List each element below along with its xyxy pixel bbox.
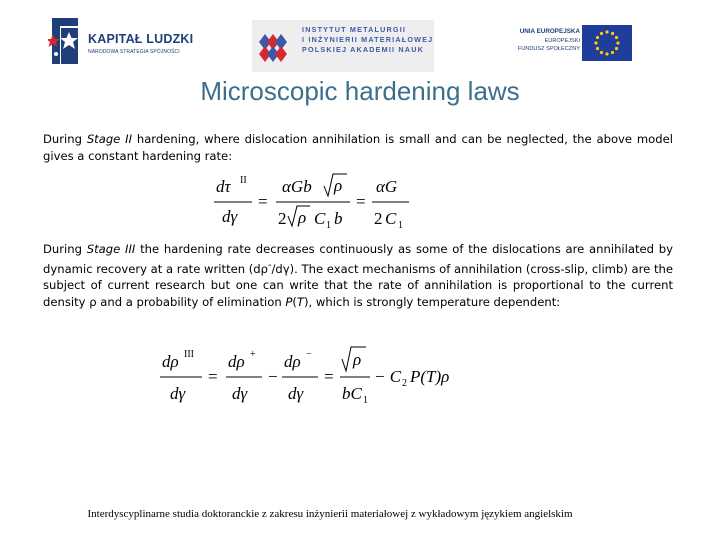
eq1-t3-den-sub: 1	[398, 220, 403, 231]
p2-temp-symbol: T	[296, 295, 304, 310]
eq2-t4-den-a: bC	[342, 384, 362, 403]
eq1-t2-num: αGb	[282, 177, 312, 196]
p2-text-b: /dγ). The exact mechanisms of annihilation (cross-slip, climb) are the subject of current research but one can write that the rate of annihilation is proportional to the current density ρ and a probability of elimination	[43, 261, 673, 310]
p2-superscript: -	[268, 259, 272, 271]
p2-open-paren: (	[292, 295, 297, 310]
footer-text: Interdyscyplinarne studia doktoranckie z zakresu inżynierii materiałowej z wykładowym językiem angielskim	[87, 508, 573, 520]
p1-after: hardening, where dislocation annihilation is small and can be neglected, the above model gives a constant hardening rate:	[43, 132, 673, 163]
kapital-ludzki-star-icon	[48, 18, 82, 64]
eq2-lhs-sup: III	[184, 349, 194, 360]
p1-stage: Stage II	[86, 132, 132, 146]
eq2-lhs-den: dγ	[170, 384, 186, 403]
header-logos	[0, 0, 720, 78]
institute-text	[302, 25, 433, 55]
eq2-minus: −	[268, 367, 278, 386]
eq2-t2-sup: +	[250, 349, 256, 360]
eq2-lhs-num: dρ	[162, 352, 179, 371]
eq1-t3-den-b: C	[385, 209, 397, 228]
eq1-t2-num-rho: ρ	[334, 176, 343, 195]
eu-line-1: UNIA EUROPEJSKA	[519, 28, 580, 35]
p2-before: During	[43, 242, 87, 256]
institute-line-3: POLSKIEJ AKADEMII NAUK	[302, 45, 424, 54]
eu-line-2: EUROPEJSKI	[544, 38, 580, 44]
paragraph-stage-ii	[43, 131, 673, 165]
eq2-eq-2: =	[324, 367, 334, 386]
eq1-t2-den-b: ρ	[298, 208, 307, 227]
equation-stage-ii	[212, 172, 412, 234]
p2-prob-symbol: P	[285, 295, 293, 310]
eu-text	[518, 27, 580, 53]
eq1-t3-den-a: 2	[374, 209, 383, 228]
p2-text-a: the hardening rate decreases continuously as some of the dislocations are annihilated by dynamic recovery at a rate written (dρ	[43, 242, 674, 276]
eq2-t3-sup: −	[306, 349, 312, 360]
eq1-t2-den-a: 2	[278, 209, 287, 228]
p2-text-c: ), which is strongly temperature dependent:	[304, 295, 561, 310]
eq1-t3-num: αG	[376, 177, 398, 196]
paragraph-stage-iii	[43, 241, 673, 311]
slide-title: Microscopic hardening laws	[200, 76, 520, 106]
institute-logo	[252, 20, 434, 72]
eq2-t5-a: − C	[374, 367, 402, 386]
eq2-t2-den: dγ	[232, 384, 248, 403]
eq2-eq-1: =	[208, 367, 218, 386]
eq1-lhs-den: dγ	[222, 207, 238, 226]
p1-before: During	[43, 132, 87, 146]
eq1-eq-1: =	[258, 192, 268, 211]
eq2-t2-num: dρ	[228, 352, 245, 371]
eu-flag-icon	[582, 25, 632, 61]
kapital-ludzki-title: KAPITAŁ LUDZKI	[88, 32, 194, 46]
institute-emblem-icon	[257, 28, 289, 64]
eq2-t5-sub: 2	[402, 378, 407, 389]
eq1-t2-den-c: C	[314, 209, 326, 228]
eq1-t2-den-sub: 1	[326, 220, 331, 231]
kapital-ludzki-subtitle: NARODOWA STRATEGIA SPÓJNOŚCI	[88, 49, 180, 55]
p2-stage: Stage III	[86, 242, 136, 256]
eu-line-3: FUNDUSZ SPOŁECZNY	[517, 46, 580, 52]
eq2-t3-num: dρ	[284, 352, 301, 371]
eq1-eq-2: =	[356, 192, 366, 211]
eq2-t4-den-sub: 1	[363, 395, 368, 406]
eq2-t3-den: dγ	[288, 384, 304, 403]
eq2-t5-b: P(T)ρ	[410, 367, 450, 386]
kapital-ludzki-logo	[48, 18, 198, 68]
eq2-t4-num: ρ	[353, 350, 362, 369]
institute-line-2: I INŻYNIERII MATERIAŁOWEJ	[302, 35, 434, 44]
eq1-t2-den-d: b	[334, 209, 343, 228]
eu-logo	[500, 22, 640, 70]
eq1-lhs-num: dτ	[216, 177, 231, 196]
equation-stage-iii	[158, 345, 458, 407]
eq1-lhs-sup: II	[240, 175, 247, 186]
institute-line-1: INSTYTUT METALURGII	[302, 25, 407, 34]
